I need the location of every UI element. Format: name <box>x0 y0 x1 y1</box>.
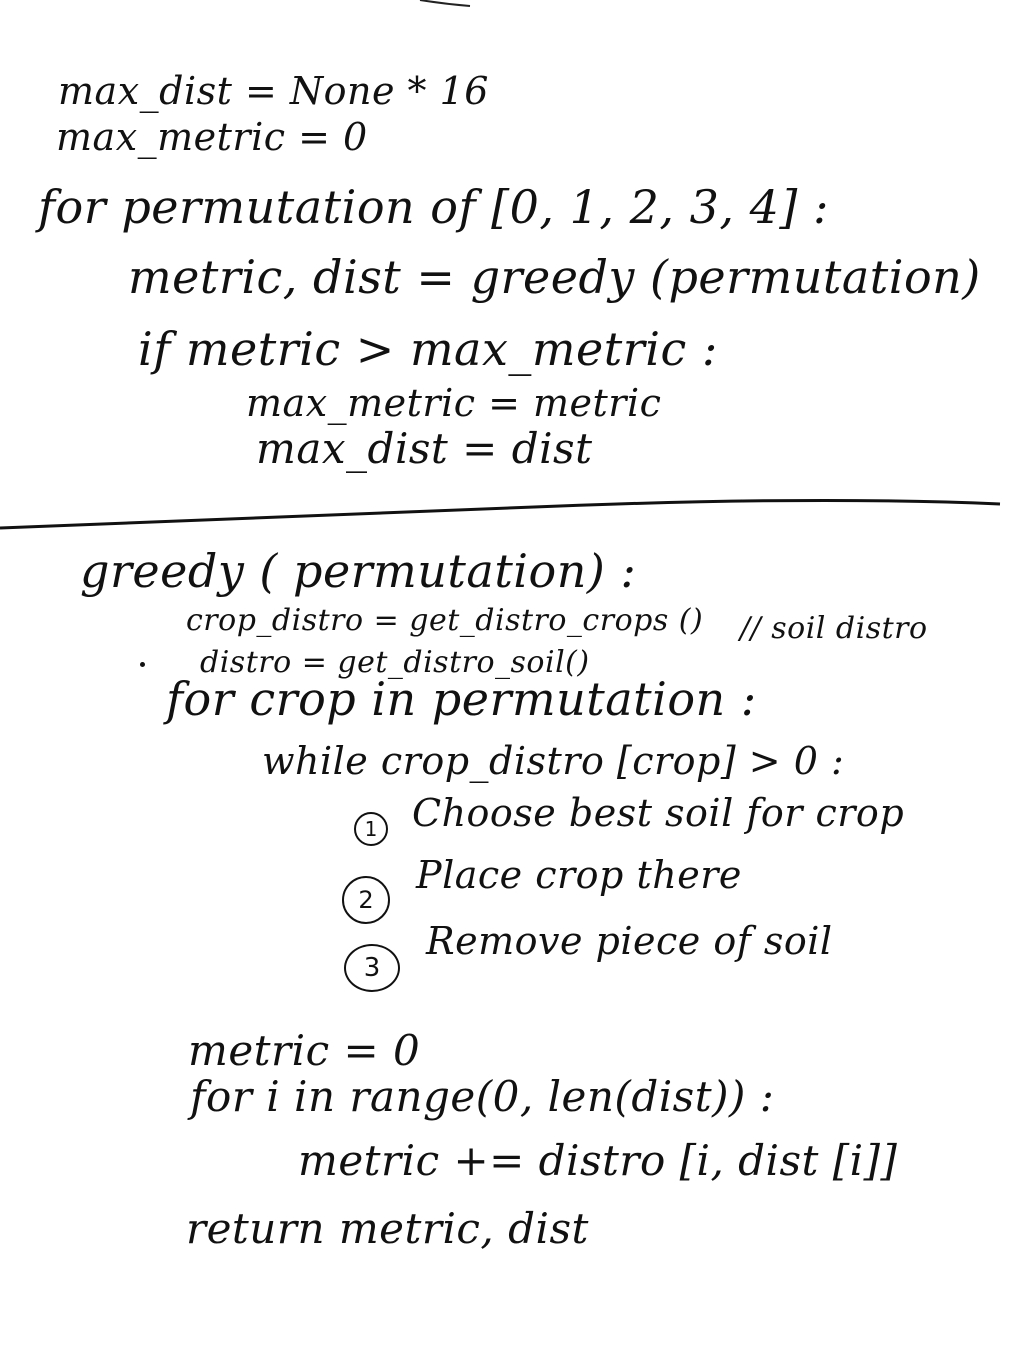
step-number-2: 2 <box>342 876 390 924</box>
line-max-metric-init: max_metric = 0 <box>56 115 368 159</box>
line-max-dist-init: max_dist = None * 16 <box>58 69 489 113</box>
top-stray-stroke <box>420 0 470 6</box>
line-for-permutation: for permutation of [0, 1, 2, 3, 4] : <box>38 180 829 234</box>
step-text-3: Remove piece of soil <box>426 919 833 963</box>
greedy-header: greedy ( permutation) : <box>80 544 637 598</box>
line-metric-dist-greedy: metric, dist = greedy (permutation) <box>128 250 981 304</box>
line-for-crop: for crop in permutation : <box>166 672 757 726</box>
step-text-1: Choose best soil for crop <box>412 791 905 835</box>
step-number-3: 3 <box>344 944 400 992</box>
line-metric-accumulate: metric += distro [i, dist [i]] <box>298 1136 898 1185</box>
line-if-metric: if metric > max_metric : <box>138 322 718 376</box>
line-distro-comment: // soil distro <box>740 611 928 646</box>
line-return: return metric, dist <box>186 1204 589 1253</box>
line-distro: distro = get_distro_soil() <box>200 645 590 680</box>
section-divider <box>0 500 1000 528</box>
line-while: while crop_distro [crop] > 0 : <box>262 739 845 783</box>
step-text-2: Place crop there <box>416 853 742 897</box>
line-for-i: for i in range(0, len(dist)) : <box>190 1072 775 1121</box>
stray-dot <box>140 662 145 667</box>
line-max-dist-assign: max_dist = dist <box>256 424 593 473</box>
line-max-metric-assign: max_metric = metric <box>246 381 662 425</box>
line-crop-distro: crop_distro = get_distro_crops () <box>186 603 704 638</box>
step-number-1: 1 <box>354 812 388 846</box>
line-metric-init: metric = 0 <box>188 1026 421 1075</box>
